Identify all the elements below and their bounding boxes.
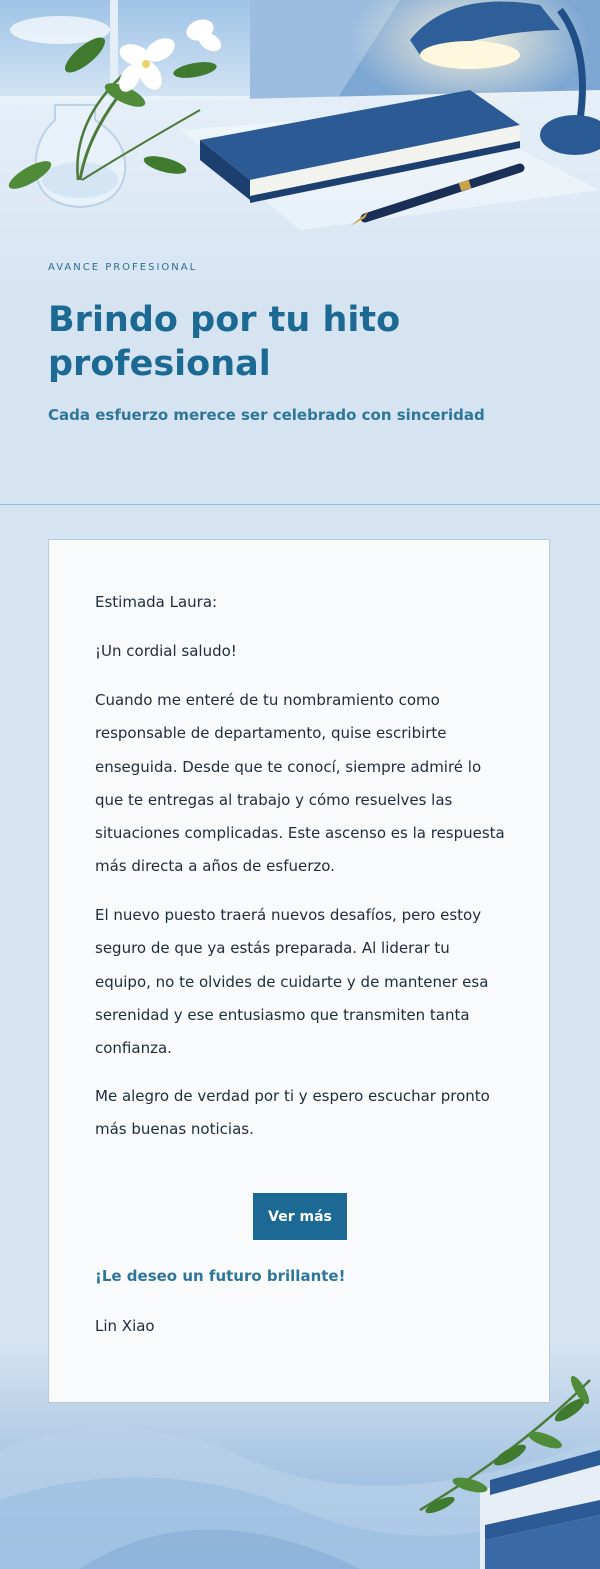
letter-closing: ¡Le deseo un futuro brillante! [95, 1267, 346, 1285]
ver-mas-button[interactable]: Ver más [253, 1193, 347, 1240]
hero-illustration [0, 0, 600, 300]
letter-card [48, 539, 550, 1403]
page-title: Brindo por tu hito profesional [48, 300, 401, 384]
letter-paragraph: Me alegro de verdad por ti y espero escuchar pronto más buenas noticias. [95, 1087, 490, 1139]
header-divider [0, 504, 600, 505]
page-subtitle: Cada esfuerzo merece ser celebrado con sinceridad [48, 406, 485, 424]
letter-salutation: ¡Un cordial saludo! [95, 642, 237, 660]
letter-paragraph: Cuando me enteré de tu nombramiento como responsable de departamento, quise escribirte enseguida. Desde que te conocí, siempre admiré lo que te entregas al trabajo y cómo resuelves las situaciones complicadas. Este ascenso es la respuesta más directa a años de esfuerzo. [95, 691, 505, 876]
letter-greeting: Estimada Laura: [95, 593, 218, 611]
letter-signature: Lin Xiao [95, 1317, 155, 1335]
eyebrow-label: AVANCE PROFESIONAL [48, 262, 198, 273]
letter-paragraph: El nuevo puesto traerá nuevos desafíos, pero estoy seguro de que ya estás preparada. Al liderar tu equipo, no te olvides de cuidarte y de mantener esa serenidad y ese entusiasmo que transmiten tanta confianza. [95, 906, 489, 1058]
